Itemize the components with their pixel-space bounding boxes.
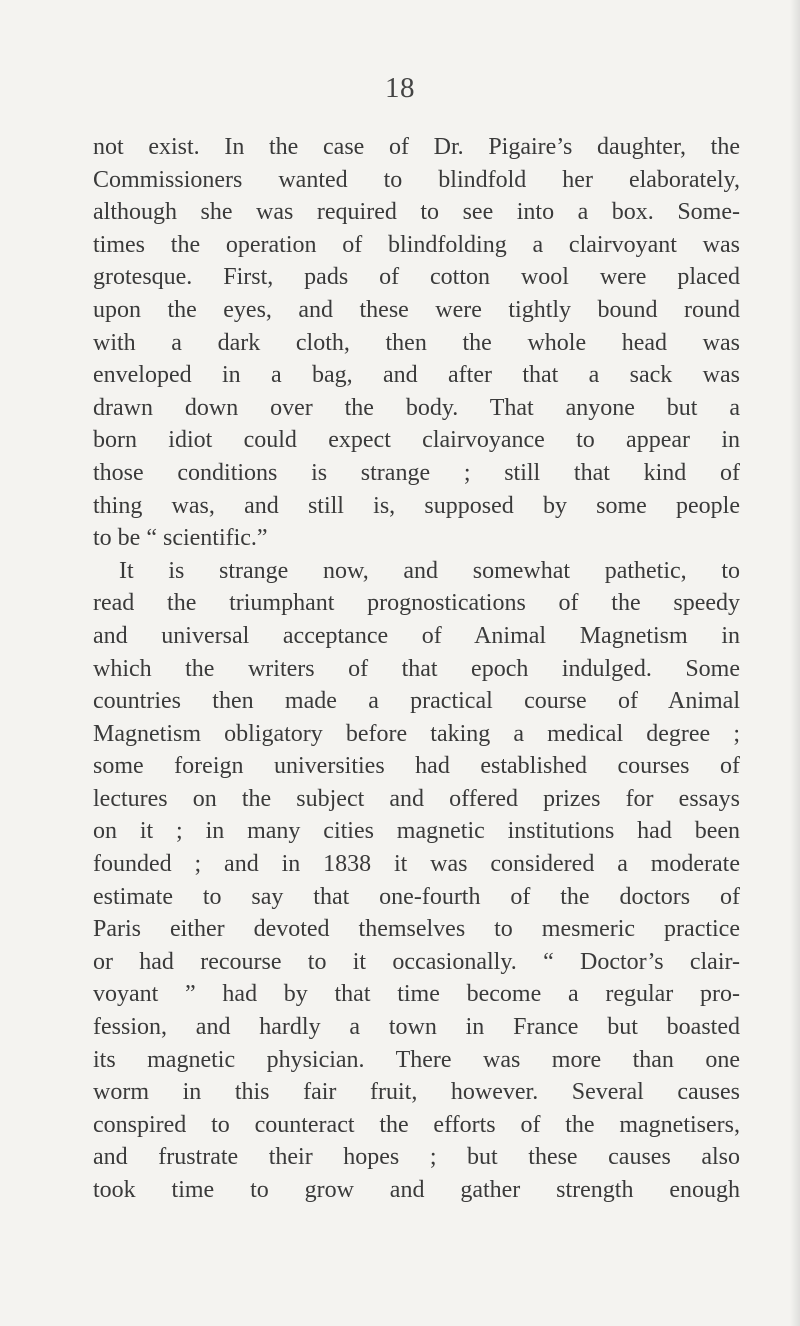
page-number: 18 [385,72,415,104]
text-line: on it ; in many cities magnetic institutions had been [93,818,740,845]
text-line: worm in this fair fruit, however. Several causes [93,1079,740,1106]
text-line: Magnetism obligatory before taking a medical degree ; [93,720,740,747]
text-line: estimate to say that one-fourth of the doctors of [93,883,740,910]
text-line: conspired to counteract the efforts of the magnetisers, [93,1111,740,1138]
text-line: grotesque. First, pads of cotton wool were placed [93,264,740,291]
text-line: which the writers of that epoch indulged. Some [93,655,740,682]
text-line: founded ; and in 1838 it was considered a moderate [93,851,740,878]
text-line: took time to grow and gather strength enough [93,1177,740,1203]
text-line: some foreign universities had established courses of [93,753,740,780]
text-line: or had recourse to it occasionally. “ Doctor’s clair- [93,948,740,975]
text-line: thing was, and still is, supposed by some people [93,492,740,519]
text-line: Paris either devoted themselves to mesmeric practice [93,916,740,943]
body-text [93,131,740,1207]
text-line: and universal acceptance of Animal Magnetism in [93,622,740,649]
text-line: with a dark cloth, then the whole head was [93,329,740,356]
text-line: those conditions is strange ; still that kind of [93,459,740,486]
text-line-paragraph-end: to be “ scientific.” [93,525,268,552]
text-line: although she was required to see into a box. Some- [93,199,740,226]
text-line-paragraph-start: It is strange now, and somewhat pathetic, to [119,557,740,584]
text-line: not exist. In the case of Dr. Pigaire’s daughter, the [93,134,740,160]
text-line: countries then made a practical course of Animal [93,688,740,715]
text-line: drawn down over the body. That anyone but a [93,394,740,421]
text-line: enveloped in a bag, and after that a sack was [93,362,740,389]
text-line: its magnetic physician. There was more than one [93,1046,740,1073]
text-line: born idiot could expect clairvoyance to appear in [93,427,740,454]
text-line: times the operation of blindfolding a clairvoyant was [93,231,740,258]
text-line: read the triumphant prognostications of the speedy [93,590,740,617]
text-line: upon the eyes, and these were tightly bound round [93,296,740,323]
text-line: fession, and hardly a town in France but boasted [93,1014,740,1041]
text-line: and frustrate their hopes ; but these causes also [93,1144,740,1171]
page-edge-shadow [790,0,800,1326]
text-line: voyant ” had by that time become a regular pro- [93,981,740,1008]
text-line: lectures on the subject and offered prizes for essays [93,785,740,812]
text-line: Commissioners wanted to blindfold her elaborately, [93,166,740,193]
